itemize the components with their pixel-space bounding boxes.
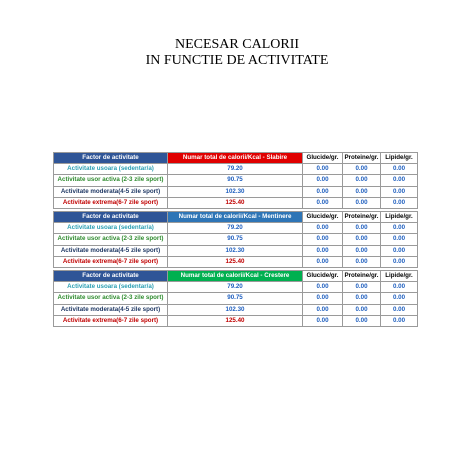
proteine-cell: 0.00 — [343, 304, 381, 315]
table-header-row — [54, 212, 418, 223]
table-row — [54, 293, 418, 304]
table-row — [54, 282, 418, 293]
proteine-cell: 0.00 — [343, 164, 381, 175]
lipide-cell: 0.00 — [381, 293, 418, 304]
table-row — [54, 175, 418, 186]
glucide-cell: 0.00 — [303, 293, 343, 304]
activity-label: Activitate usoara (sedentar/a) — [54, 282, 168, 293]
activity-label: Activitate moderata(4-5 zile sport) — [54, 186, 168, 197]
glucide-cell: 0.00 — [303, 234, 343, 245]
activity-label: Activitate usoara (sedentar/a) — [54, 164, 168, 175]
proteine-cell: 0.00 — [343, 245, 381, 256]
lipide-cell: 0.00 — [381, 315, 418, 326]
header-calories-slabire: Numar total de calorii/Kcal - Slabire — [168, 153, 303, 164]
lipide-cell: 0.00 — [381, 164, 418, 175]
table-row — [54, 245, 418, 256]
activity-label: Activitate extrema(6-7 zile sport) — [54, 256, 168, 267]
proteine-cell: 0.00 — [343, 256, 381, 267]
glucide-cell: 0.00 — [303, 197, 343, 208]
table-row — [54, 197, 418, 208]
table-header-row — [54, 271, 418, 282]
glucide-cell: 0.00 — [303, 164, 343, 175]
proteine-cell: 0.00 — [343, 175, 381, 186]
activity-label: Activitate usor activa (2-3 zile sport) — [54, 234, 168, 245]
lipide-cell: 0.00 — [381, 245, 418, 256]
lipide-cell: 0.00 — [381, 223, 418, 234]
calories-cell: 102.30 — [168, 245, 303, 256]
header-factor: Factor de activitate — [54, 153, 168, 164]
glucide-cell: 0.00 — [303, 245, 343, 256]
proteine-cell: 0.00 — [343, 293, 381, 304]
activity-label: Activitate extrema(6-7 zile sport) — [54, 315, 168, 326]
table-row — [54, 256, 418, 267]
calories-cell: 79.20 — [168, 164, 303, 175]
calorie-table-slabire — [53, 152, 418, 209]
header-lipide: Lipide/gr. — [381, 212, 418, 223]
page-subtitle: IN FUNCTIE DE ACTIVITATE — [145, 53, 329, 68]
proteine-cell: 0.00 — [343, 197, 381, 208]
header-factor: Factor de activitate — [54, 271, 168, 282]
glucide-cell: 0.00 — [303, 175, 343, 186]
lipide-cell: 0.00 — [381, 186, 418, 197]
calories-cell: 79.20 — [168, 223, 303, 234]
header-lipide: Lipide/gr. — [381, 271, 418, 282]
glucide-cell: 0.00 — [303, 304, 343, 315]
calories-cell: 90.75 — [168, 175, 303, 186]
header-proteine: Proteine/gr. — [343, 271, 381, 282]
lipide-cell: 0.00 — [381, 234, 418, 245]
calories-cell: 125.40 — [168, 256, 303, 267]
header-calories-crestere: Numar total de calorii/Kcal - Crestere — [168, 271, 303, 282]
header-glucide: Glucide/gr. — [303, 271, 343, 282]
header-proteine: Proteine/gr. — [343, 212, 381, 223]
lipide-cell: 0.00 — [381, 256, 418, 267]
lipide-cell: 0.00 — [381, 304, 418, 315]
calories-cell: 102.30 — [168, 186, 303, 197]
activity-label: Activitate usor activa (2-3 zile sport) — [54, 293, 168, 304]
calorie-table-crestere — [53, 270, 418, 327]
calorie-table-mentinere — [53, 211, 418, 268]
glucide-cell: 0.00 — [303, 256, 343, 267]
table-row — [54, 223, 418, 234]
proteine-cell: 0.00 — [343, 234, 381, 245]
header-glucide: Glucide/gr. — [303, 212, 343, 223]
activity-label: Activitate moderata(4-5 zile sport) — [54, 245, 168, 256]
activity-label: Activitate usor activa (2-3 zile sport) — [54, 175, 168, 186]
table-header-row — [54, 153, 418, 164]
activity-label: Activitate usoara (sedentar/a) — [54, 223, 168, 234]
proteine-cell: 0.00 — [343, 282, 381, 293]
page-title: NECESAR CALORII — [174, 37, 300, 52]
proteine-cell: 0.00 — [343, 223, 381, 234]
lipide-cell: 0.00 — [381, 175, 418, 186]
calories-cell: 102.30 — [168, 304, 303, 315]
table-row — [54, 304, 418, 315]
header-factor: Factor de activitate — [54, 212, 168, 223]
header-calories-mentinere: Numar total de calorii/Kcal - Mentinere — [168, 212, 303, 223]
table-row — [54, 186, 418, 197]
header-proteine: Proteine/gr. — [343, 153, 381, 164]
table-row — [54, 234, 418, 245]
lipide-cell: 0.00 — [381, 282, 418, 293]
header-glucide: Glucide/gr. — [303, 153, 343, 164]
header-lipide: Lipide/gr. — [381, 153, 418, 164]
proteine-cell: 0.00 — [343, 315, 381, 326]
table-row — [54, 315, 418, 326]
calories-cell: 125.40 — [168, 315, 303, 326]
glucide-cell: 0.00 — [303, 282, 343, 293]
proteine-cell: 0.00 — [343, 186, 381, 197]
glucide-cell: 0.00 — [303, 315, 343, 326]
calories-cell: 90.75 — [168, 293, 303, 304]
table-row — [54, 164, 418, 175]
calories-cell: 125.40 — [168, 197, 303, 208]
calories-cell: 79.20 — [168, 282, 303, 293]
activity-label: Activitate extrema(6-7 zile sport) — [54, 197, 168, 208]
glucide-cell: 0.00 — [303, 223, 343, 234]
calories-cell: 90.75 — [168, 234, 303, 245]
glucide-cell: 0.00 — [303, 186, 343, 197]
activity-label: Activitate moderata(4-5 zile sport) — [54, 304, 168, 315]
lipide-cell: 0.00 — [381, 197, 418, 208]
